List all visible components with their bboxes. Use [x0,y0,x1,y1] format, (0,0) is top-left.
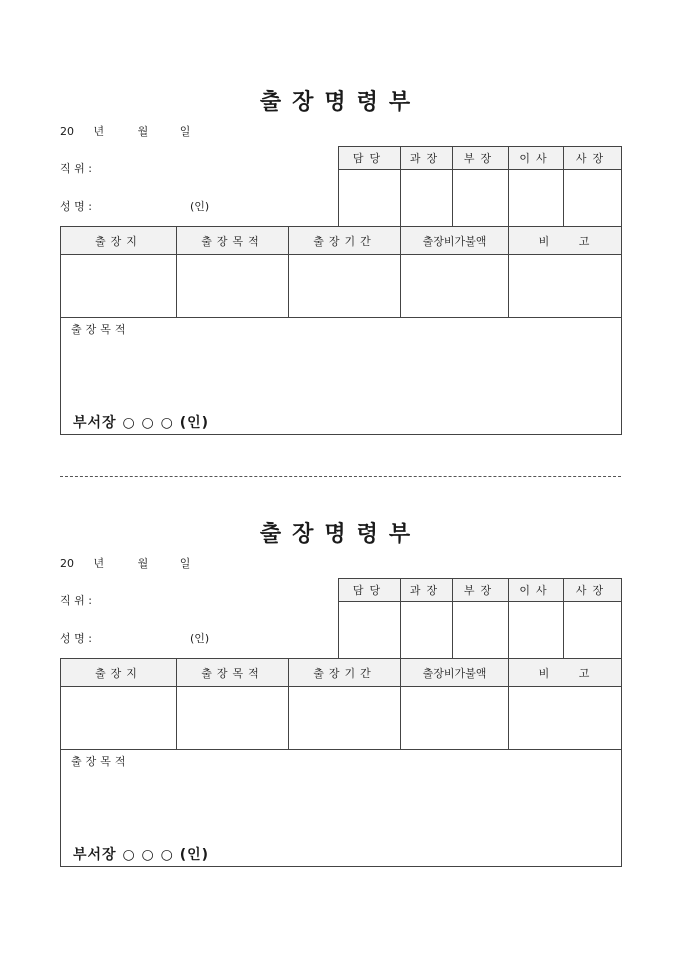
column-header: 비 고 [509,659,622,687]
approval-stamp-cell[interactable] [509,602,564,659]
approval-header: 담당 [339,579,401,602]
approval-stamp-cell[interactable] [339,170,401,227]
month-label: 월 [137,125,149,138]
period-cell[interactable] [289,687,401,750]
form-title: 출장명령부 [259,521,422,547]
rank-label: 직 위 : [60,162,92,175]
purpose-label: 출장목적 [71,323,130,336]
approval-stamp-cell[interactable] [401,170,453,227]
approval-stamp-cell[interactable] [453,602,509,659]
trip-details-table [60,226,622,435]
year-prefix: 20 [60,125,74,138]
approval-stamp-cell[interactable] [564,602,622,659]
purpose-detail-cell[interactable] [61,750,622,867]
column-header: 출장지 [61,659,177,687]
name-line [60,632,260,646]
name-label: 성 명 : [60,200,92,213]
column-header: 출장기간 [289,659,401,687]
seal-label: (인) [190,200,210,213]
cut-line-divider [60,476,621,477]
signature-line: 부서장 ○ ○ ○ (인) [73,415,210,431]
approval-stamp-cell[interactable] [509,170,564,227]
date-line [60,557,190,571]
seal-label: (인) [190,632,210,645]
approval-header: 사장 [564,579,622,602]
approval-header: 과장 [401,579,453,602]
approval-header: 과장 [401,147,453,170]
name-line [60,200,260,214]
approval-header: 사장 [564,147,622,170]
approval-stamp-cell[interactable] [564,170,622,227]
trip-details-table [60,658,622,867]
rank-label: 직 위 : [60,594,92,607]
column-header: 출장비가불액 [401,659,509,687]
period-cell[interactable] [289,255,401,318]
approval-header: 부장 [453,147,509,170]
purpose-cell[interactable] [177,687,289,750]
destination-cell[interactable] [61,687,177,750]
approval-stamp-cell[interactable] [401,602,453,659]
purpose-detail-cell[interactable] [61,318,622,435]
column-header: 출장목적 [177,659,289,687]
approval-table [338,146,622,227]
day-label: 일 [179,125,191,138]
advance-amount-cell[interactable] [401,255,509,318]
advance-amount-cell[interactable] [401,687,509,750]
year-label: 년 [93,557,105,570]
approval-stamp-cell[interactable] [453,170,509,227]
signature-line: 부서장 ○ ○ ○ (인) [73,847,210,863]
date-line [60,125,190,139]
name-label: 성 명 : [60,632,92,645]
approval-stamp-cell[interactable] [339,602,401,659]
purpose-cell[interactable] [177,255,289,318]
column-header: 출장목적 [177,227,289,255]
column-header: 출장비가불액 [401,227,509,255]
approval-header: 부장 [453,579,509,602]
column-header: 출장기간 [289,227,401,255]
purpose-label: 출장목적 [71,755,130,768]
remarks-cell[interactable] [509,687,622,750]
year-prefix: 20 [60,557,74,570]
approval-header: 이사 [509,147,564,170]
column-header: 출장지 [61,227,177,255]
approval-header: 이사 [509,579,564,602]
approval-table [338,578,622,659]
year-label: 년 [93,125,105,138]
column-header: 비 고 [509,227,622,255]
day-label: 일 [179,557,191,570]
form-title: 출장명령부 [259,89,422,115]
destination-cell[interactable] [61,255,177,318]
approval-header: 담당 [339,147,401,170]
remarks-cell[interactable] [509,255,622,318]
month-label: 월 [137,557,149,570]
